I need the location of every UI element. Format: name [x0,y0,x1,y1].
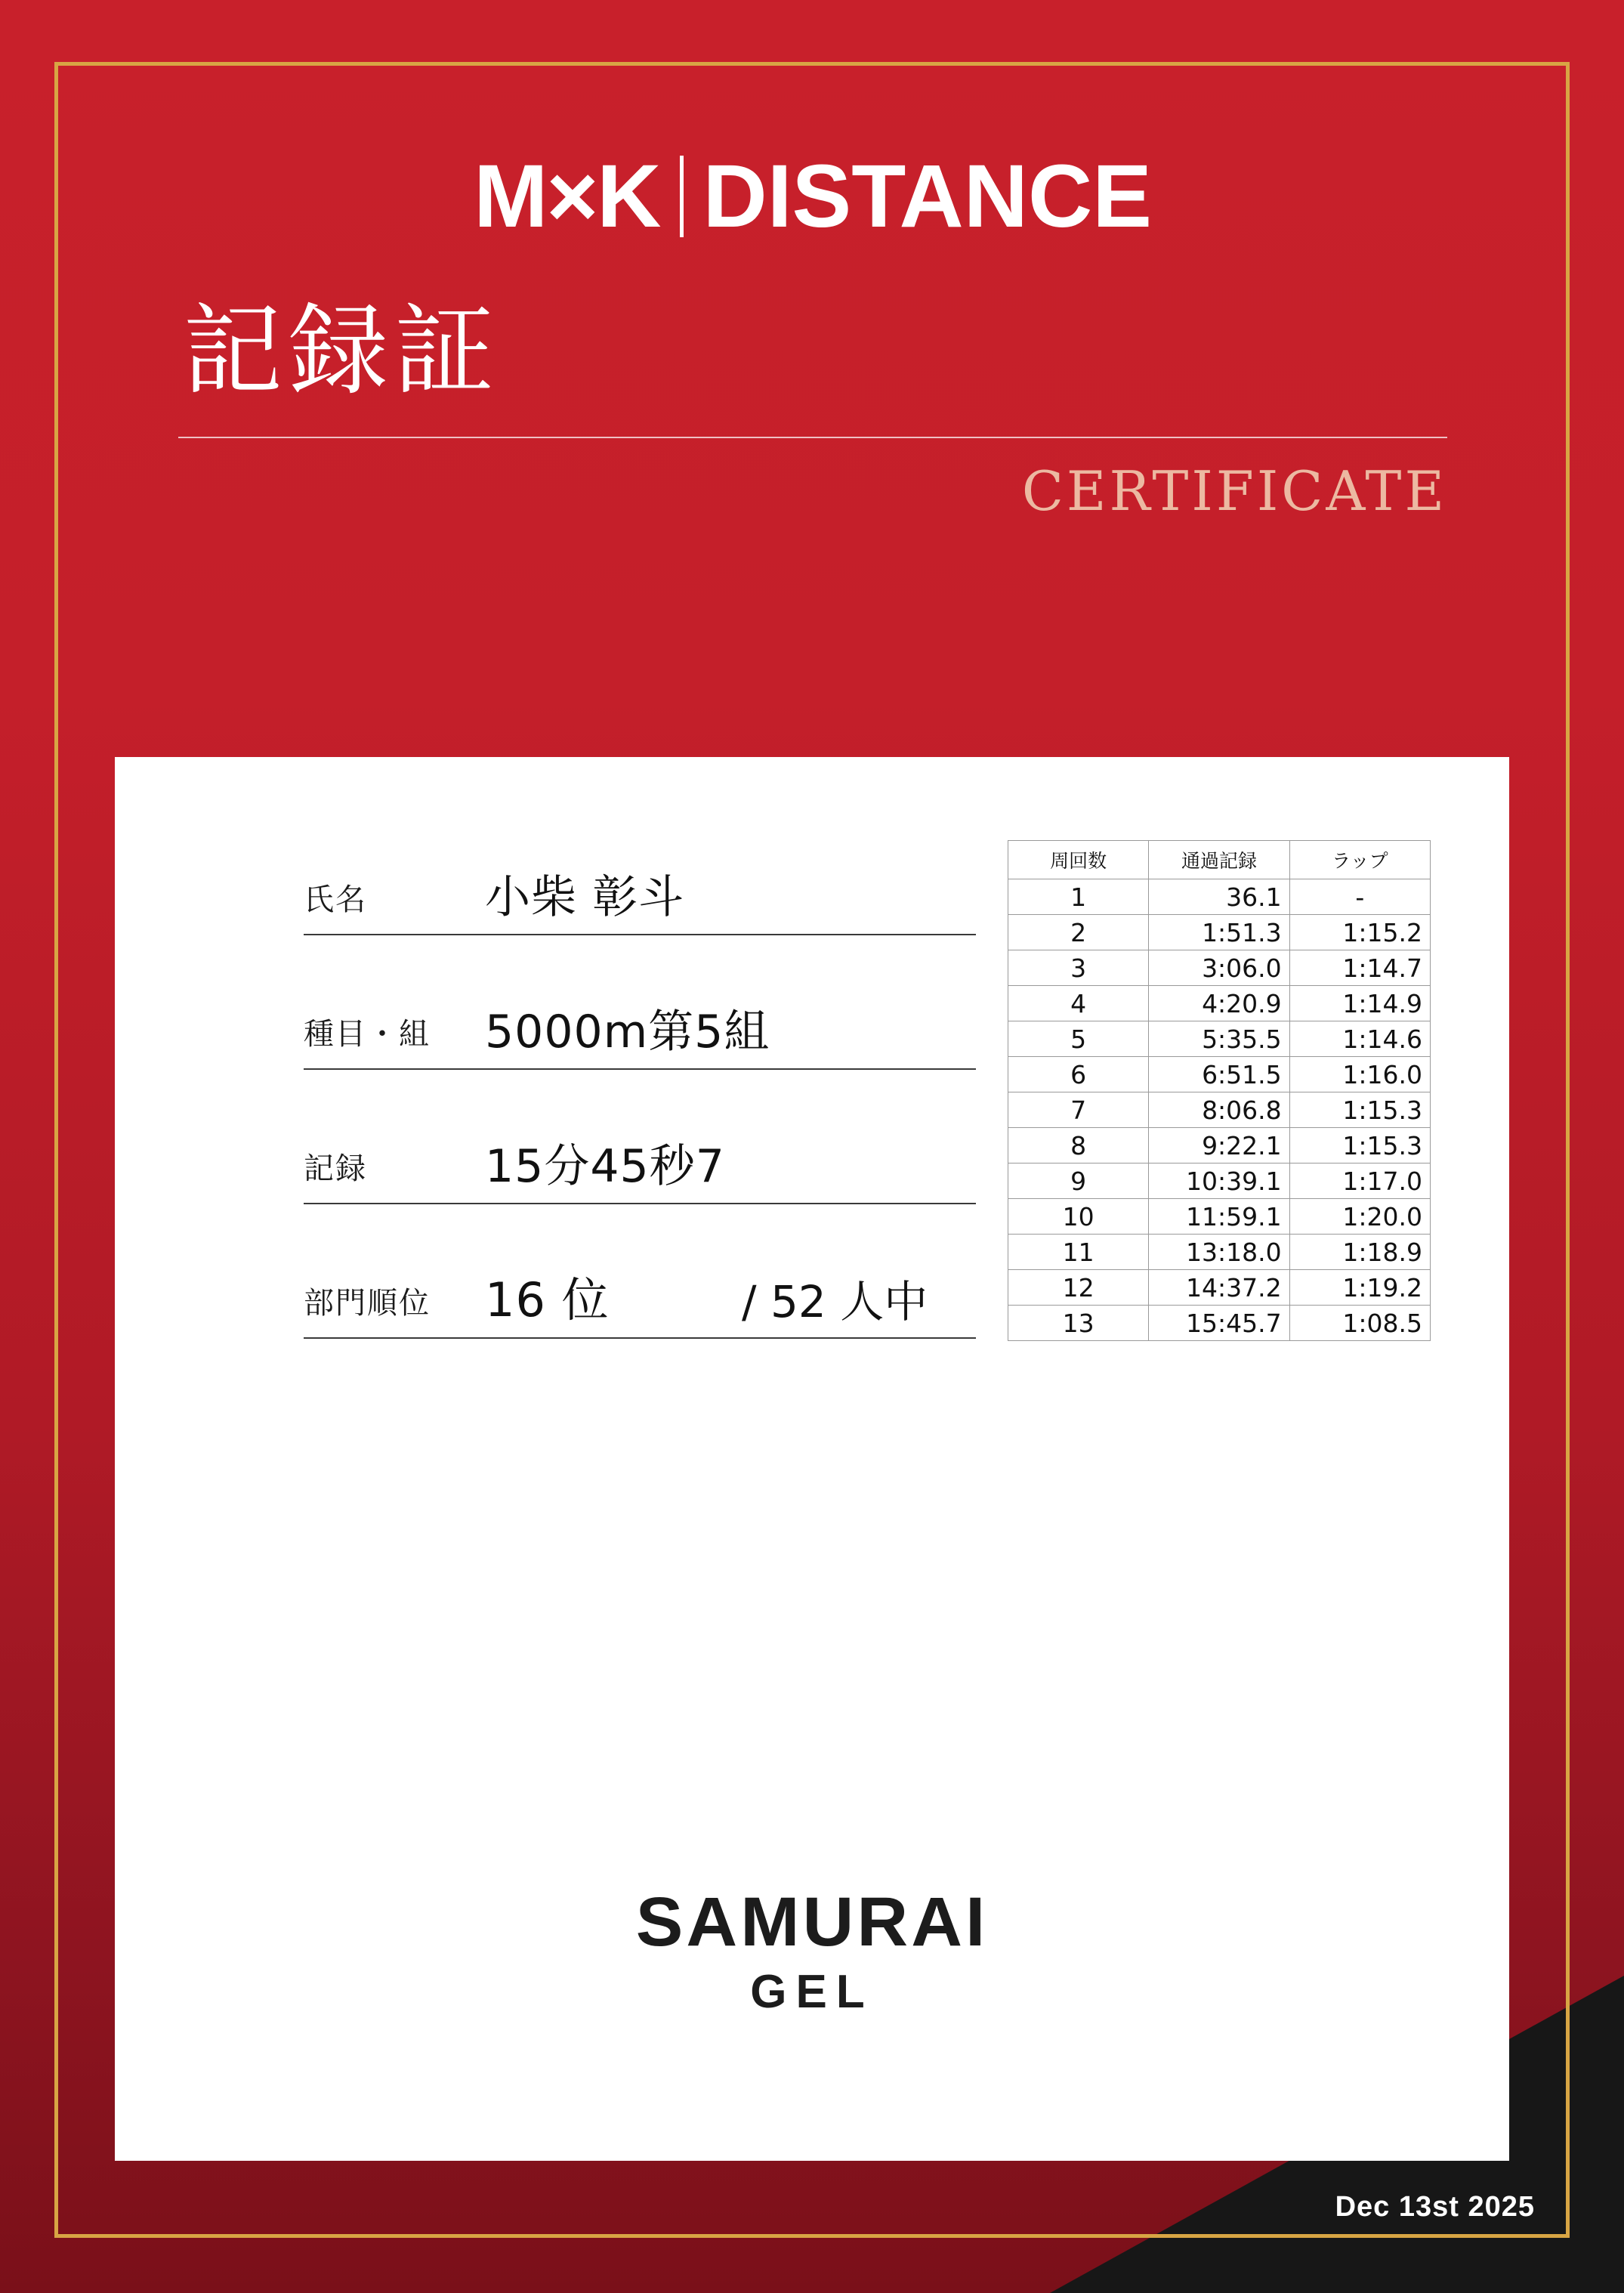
table-row [1008,986,1431,1021]
brand-logo [178,144,1447,249]
record-value: 15分45秒7 [485,1140,725,1193]
event-date: Dec 13st 2025 [1335,2191,1535,2223]
event-underline [304,1068,976,1070]
lap-number: 3 [1008,950,1149,986]
table-row [1008,1270,1431,1306]
table-row [1008,879,1431,915]
page-title-en: CERTIFICATE [1021,459,1447,523]
event-label: 種目・組 [304,1017,431,1052]
sponsor-logo-line2: GEL [750,1966,874,2018]
info-row-name [190,824,991,958]
lap-split: 1:51.3 [1149,915,1289,950]
table-row [1008,1235,1431,1270]
header [178,144,1447,523]
rank-value: 16 位 [485,1272,610,1327]
brand-logo-divider [680,156,684,237]
rank-total: / 52 人中 [742,1276,928,1327]
lap-pace: 1:18.9 [1289,1235,1430,1270]
lap-table-header-split: 通過記録 [1149,841,1289,879]
lap-pace: 1:08.5 [1289,1306,1430,1341]
table-row [1008,1306,1431,1341]
lap-number: 7 [1008,1092,1149,1128]
table-row [1008,915,1431,950]
lap-split: 14:37.2 [1149,1270,1289,1306]
table-row [1008,1092,1431,1128]
lap-split: 36.1 [1149,879,1289,915]
lap-pace: 1:20.0 [1289,1199,1430,1235]
lap-pace: 1:15.3 [1289,1092,1430,1128]
sponsor-logo [115,1883,1509,2019]
rank-underline [304,1337,976,1339]
lap-table [1008,840,1431,1341]
athlete-info [190,824,991,1361]
lap-pace: 1:15.3 [1289,1128,1430,1163]
record-underline [304,1203,976,1204]
lap-number: 2 [1008,915,1149,950]
lap-pace: 1:14.7 [1289,950,1430,986]
brand-logo-right: DISTANCE [702,147,1152,246]
name-label: 氏名 [304,882,367,917]
lap-pace: 1:14.9 [1289,986,1430,1021]
table-row [1008,950,1431,986]
info-row-rank [190,1227,991,1361]
lap-table-body [1008,879,1431,1341]
lap-number: 4 [1008,986,1149,1021]
lap-split: 6:51.5 [1149,1057,1289,1092]
lap-split: 15:45.7 [1149,1306,1289,1341]
lap-pace: 1:16.0 [1289,1057,1430,1092]
lap-number: 10 [1008,1199,1149,1235]
lap-split: 13:18.0 [1149,1235,1289,1270]
lap-number: 8 [1008,1128,1149,1163]
lap-split: 4:20.9 [1149,986,1289,1021]
lap-split: 9:22.1 [1149,1128,1289,1163]
lap-number: 11 [1008,1235,1149,1270]
title-divider [178,437,1447,438]
table-row [1008,1199,1431,1235]
lap-number: 13 [1008,1306,1149,1341]
lap-split: 3:06.0 [1149,950,1289,986]
info-row-event [190,958,991,1092]
lap-pace: 1:14.6 [1289,1021,1430,1057]
lap-table-header-lap: 周回数 [1008,841,1149,879]
rank-label: 部門順位 [304,1286,431,1321]
lap-number: 6 [1008,1057,1149,1092]
name-value: 小柴 彰斗 [485,871,685,924]
brand-logo-left: M×K [474,147,660,246]
lap-pace: 1:19.2 [1289,1270,1430,1306]
lap-split: 8:06.8 [1149,1092,1289,1128]
lap-table-header-pace: ラップ [1289,841,1430,879]
sponsor-logo-line1: SAMURAI [635,1884,989,1961]
event-value: 5000m第5組 [485,1006,770,1058]
lap-pace: 1:15.2 [1289,915,1430,950]
table-row [1008,1057,1431,1092]
table-row [1008,1021,1431,1057]
lap-number: 9 [1008,1163,1149,1199]
info-row-record [190,1092,991,1227]
name-underline [304,934,976,935]
certificate-card [115,757,1509,2161]
lap-number: 5 [1008,1021,1149,1057]
table-row [1008,1163,1431,1199]
page-title-jp: 記録証 [183,293,500,409]
lap-split: 11:59.1 [1149,1199,1289,1235]
lap-split: 10:39.1 [1149,1163,1289,1199]
lap-table-container [1008,840,1431,1341]
lap-table-header-row [1008,841,1431,879]
lap-pace: 1:17.0 [1289,1163,1430,1199]
lap-pace: - [1289,879,1430,915]
lap-split: 5:35.5 [1149,1021,1289,1057]
record-label: 記録 [304,1151,367,1186]
table-row [1008,1128,1431,1163]
lap-number: 1 [1008,879,1149,915]
lap-number: 12 [1008,1270,1149,1306]
